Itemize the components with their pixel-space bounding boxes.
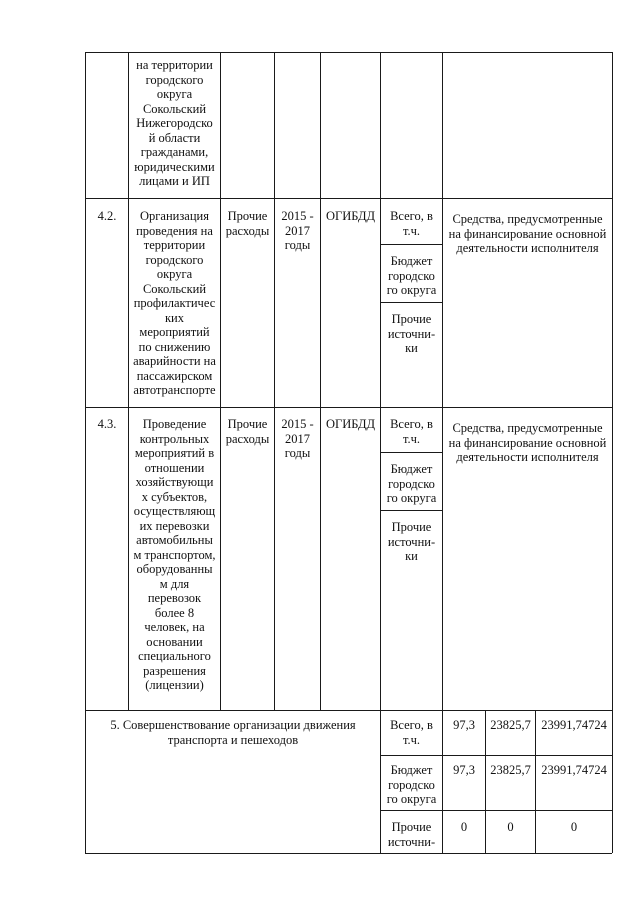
measure-name-continued: на территории городского округа Сокольский Нижегородско й области гражданами, юридическими лицами и ИП [134,58,215,188]
value-cell: 23825,7 [490,763,531,777]
table-line [85,52,612,53]
table-line [380,755,612,756]
value-cell: 97,3 [453,718,475,732]
funding-note: Средства, предусмотренные на финансирование основной деятельности исполнителя [448,212,607,255]
table-line [85,198,612,199]
measure-name: Организация проведения на территории городского округа Сокольский профилактичес ких мероприятий по снижению аварийности на пассажирском автотранспорте [133,209,216,397]
measure-name: Проведение контрольных мероприятий в отношении хозяйствующи х субъектов, осуществляющ их перевозки автомобильны м транспортом, оборудованны м для перевозок более 8 человек, на основании специального разрешения (лицензии) [133,417,216,692]
expense-type: Прочие расходы [225,209,270,238]
row-number: 4.2. [97,209,117,223]
value-cell: 0 [460,820,468,834]
value-cell: 97,3 [453,763,475,777]
source-budget: Бюджет городско го округа [386,254,437,297]
table-line [85,710,612,711]
table-line [220,52,221,710]
source-other: Прочие источни- ки [387,312,436,355]
table-line [85,853,612,854]
funding-note: Средства, предусмотренные на финансирование основной деятельности исполнителя [448,421,607,464]
value-cell: 0 [507,820,514,834]
table-line [274,52,275,710]
executor: ОГИБДД [325,417,376,431]
value-cell: 23991,74724 [541,763,607,777]
table-line [380,244,442,245]
table-line [380,452,442,453]
period: 2015 - 2017 годы [281,209,314,252]
row-number: 4.3. [97,417,117,431]
source-total: Всего, в т.ч. [390,417,433,446]
table-line [320,52,321,710]
expense-type: Прочие расходы [225,417,270,446]
table-line [612,52,613,853]
value-cell: 23825,7 [490,718,531,732]
period: 2015 - 2017 годы [281,417,314,460]
source-budget: Бюджет городско го округа [386,462,437,505]
value-cell: 0 [570,820,578,834]
source-other: Прочие источни- ки [387,520,436,563]
table-line [85,407,612,408]
source-budget: Бюджет городско го округа [386,763,437,806]
value-cell: 23991,74724 [541,718,607,732]
table-line [380,810,612,811]
table-line [380,510,442,511]
source-total: Всего, в т.ч. [390,209,433,238]
source-total: Всего, в т.ч. [390,718,433,747]
source-other: Прочие источни- [387,820,436,849]
table-line [380,302,442,303]
section-title: 5. Совершенствование организации движения транспорта и пешеходов [110,718,356,747]
executor: ОГИБДД [325,209,376,223]
